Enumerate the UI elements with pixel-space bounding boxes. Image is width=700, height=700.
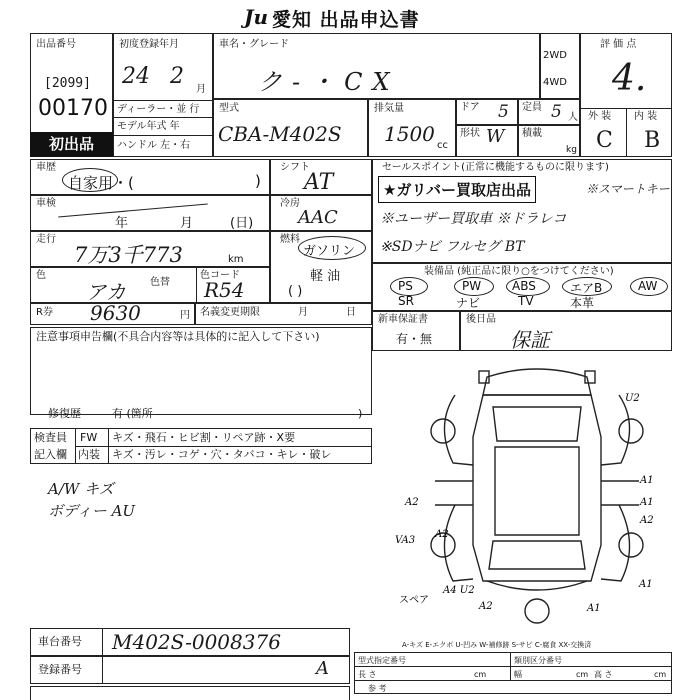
class-number-label: 類別区分番号 xyxy=(514,656,562,665)
model-label: 型式 xyxy=(219,103,239,114)
usage-value: 自家用・( xyxy=(68,174,134,192)
height-label: 高 さ xyxy=(594,670,613,679)
mark-va3: VA3 xyxy=(395,535,416,546)
capacity-unit: 人 xyxy=(568,112,578,123)
car-name-value: ク-・CX xyxy=(258,68,400,96)
score-int-label: 内 装 xyxy=(634,111,658,122)
selling-point-2: ※ユーザー買取車 ※ドラレコ xyxy=(380,211,567,227)
handle-label: ハンドル 左・右 xyxy=(117,140,191,151)
score-value: 4. xyxy=(612,58,647,99)
listing-bracket: [2099] xyxy=(44,76,91,91)
recycle-label: R券 xyxy=(36,307,53,318)
selling-points-badge: ★ガリバー買取店出品 xyxy=(378,176,536,203)
reference-label: 参 考 xyxy=(368,684,387,693)
shift-label: シフト xyxy=(280,162,310,173)
doors-value: 5 xyxy=(498,102,509,122)
length-unit: cm xyxy=(474,670,487,679)
inspection-day: (日) xyxy=(230,216,254,231)
color-code: R54 xyxy=(204,278,245,302)
mileage-value: 7万3千773 xyxy=(74,243,183,267)
spare-label: スペア xyxy=(399,595,429,606)
damage-legend: A-キズ E-エクボ U-凹み W-補修跡 S-サビ C-腐食 XX-交換済 xyxy=(402,641,592,649)
displacement-value: 1500 xyxy=(384,122,435,146)
score-label: 評 価 点 xyxy=(600,39,637,50)
equip-tv: TV xyxy=(518,294,534,308)
equip-sr: SR xyxy=(398,294,414,308)
equip-abs: ABS xyxy=(512,279,536,293)
drive-4wd: 4WD xyxy=(543,77,567,88)
mileage-unit: km xyxy=(228,254,244,265)
recycle-unit: 円 xyxy=(180,310,190,321)
inspection-month: 月 xyxy=(180,216,194,231)
width-label: 幅 xyxy=(514,670,522,679)
equip-pw: PW xyxy=(462,279,482,293)
selling-point-3: ※SDナビ フルセグ BT xyxy=(380,239,525,255)
shift-value: AT xyxy=(304,170,334,195)
warranty-value: 有・無 xyxy=(396,332,433,346)
usage-label: 車歴 xyxy=(36,162,56,173)
doors-label: ドア xyxy=(460,102,480,113)
model-value: CBA-M402S xyxy=(218,122,342,146)
car-name-label: 車名・グレード xyxy=(219,39,289,50)
registration-month: 2 xyxy=(170,64,184,89)
color-change-label: 色替 xyxy=(150,277,170,288)
load-unit: kg xyxy=(566,145,577,155)
mark-a1-corner: A1 xyxy=(639,579,653,590)
plate-value: A xyxy=(316,658,329,679)
mark-a2-rear-left: A2 xyxy=(435,529,449,540)
registration-label: 初度登録年月 xyxy=(119,39,179,50)
shape-label: 形状 xyxy=(460,128,480,139)
mark-a2-left: A2 xyxy=(405,497,419,508)
color-label: 色 xyxy=(36,270,46,281)
listing-label: 出品番号 xyxy=(36,39,76,50)
fuel-paren: ( ) xyxy=(288,284,303,299)
shape-value: W xyxy=(486,126,505,147)
equip-airbag: エアB xyxy=(570,281,603,295)
inspection-year: 年 xyxy=(115,216,129,231)
cooling-label: 冷房 xyxy=(280,198,300,209)
recycle-value: 9630 xyxy=(90,301,141,325)
inspector-label-2: 記入欄 xyxy=(34,448,67,461)
header-logo: Ju xyxy=(244,5,269,29)
handnote-1: A/W キズ xyxy=(48,480,114,498)
cooling-value: AAC xyxy=(298,207,338,228)
width-unit: cm xyxy=(576,670,589,679)
mileage-label: 走行 xyxy=(36,234,56,245)
mark-a2-bottom: A2 xyxy=(479,601,493,612)
registration-year: 24 xyxy=(122,64,150,89)
transfer-day: 日 xyxy=(346,307,356,318)
model-designation-label: 型式指定番号 xyxy=(358,656,406,665)
inspector-row-2: キズ・汚レ・コゲ・穴・タバコ・キレ・破レ xyxy=(112,448,332,461)
listing-number: 00170 xyxy=(38,96,108,121)
warranty-label: 新車保証書 xyxy=(378,314,428,325)
model-year-label: モデル年式 年 xyxy=(117,121,180,132)
transfer-month: 月 xyxy=(298,307,308,318)
equipment-label: 装備品 (純正品に限り○をつけてください) xyxy=(424,266,614,277)
inspection-label: 車検 xyxy=(36,198,56,209)
handnote-2: ボディー AU xyxy=(48,502,136,520)
repair-label: 修復歴 xyxy=(48,407,81,420)
length-label: 長 さ xyxy=(358,670,377,679)
car-damage-diagram xyxy=(395,355,680,640)
inspector-inner: 内装 xyxy=(78,448,100,461)
repair-close: ) xyxy=(358,407,363,420)
fuel-label: 燃料 xyxy=(280,234,300,245)
mark-a4-u2: A4 U2 xyxy=(443,585,475,596)
guarantee-value: 保証 xyxy=(510,328,550,352)
selling-points-label: セールスポイント(正常に機能するものに限ります) xyxy=(382,162,609,173)
notes-label: 注意事項申告欄(不具合内容等は具体的に記入して下さい) xyxy=(36,330,320,343)
first-listing-badge: 初出品 xyxy=(30,132,113,157)
chassis-value: M402S-0008376 xyxy=(112,630,281,654)
bottom-strip xyxy=(30,686,350,700)
capacity-value: 5 xyxy=(551,102,562,122)
mark-u2-top: U2 xyxy=(625,393,640,404)
plate-label: 登録番号 xyxy=(38,663,82,676)
inspector-fw: FW xyxy=(80,431,98,444)
usage-close: ) xyxy=(255,172,261,190)
dealer-label: ディーラー・並 行 xyxy=(117,104,200,115)
fuel-option2: 軽 油 xyxy=(310,269,341,284)
score-ext: C xyxy=(596,128,613,153)
mark-a1-right: A1 xyxy=(640,475,654,486)
color-value: アカ xyxy=(86,280,126,304)
registration-month-unit: 月 xyxy=(196,84,206,95)
mark-a1-bottom: A1 xyxy=(587,603,601,614)
guarantee-label: 後日品 xyxy=(466,314,496,325)
inspector-label-1: 検査員 xyxy=(34,431,67,444)
equip-navi: ナビ xyxy=(456,296,481,310)
selling-point-1: ※スマートキー xyxy=(586,182,670,196)
score-int: B xyxy=(644,128,661,153)
form-title: 愛知 出品申込書 xyxy=(272,9,420,31)
registration-cell xyxy=(113,33,213,157)
displacement-unit: cc xyxy=(437,140,448,151)
color-code-label: 色コード xyxy=(200,270,240,281)
mark-a2-right: A2 xyxy=(640,515,654,526)
capacity-label: 定員 xyxy=(522,102,542,113)
repair-value: 有 (箇所 xyxy=(112,407,153,420)
transfer-label: 名義変更期限 xyxy=(200,307,260,318)
equip-aw: AW xyxy=(638,279,658,293)
drive-2wd: 2WD xyxy=(543,50,567,61)
inspector-row-1: キズ・飛石・ヒビ割・リペア跡・X要 xyxy=(112,431,296,444)
height-unit: cm xyxy=(654,670,667,679)
drive-cell xyxy=(540,33,580,99)
score-ext-label: 外 装 xyxy=(588,111,612,122)
chassis-label: 車台番号 xyxy=(38,635,82,648)
equip-leather: 本革 xyxy=(570,296,595,310)
load-label: 積載 xyxy=(522,128,542,139)
equip-ps: PS xyxy=(398,279,413,293)
mark-a1-right-2: A1 xyxy=(640,497,654,508)
displacement-label: 排気量 xyxy=(374,103,404,114)
fuel-value: ガソリン xyxy=(303,244,356,259)
